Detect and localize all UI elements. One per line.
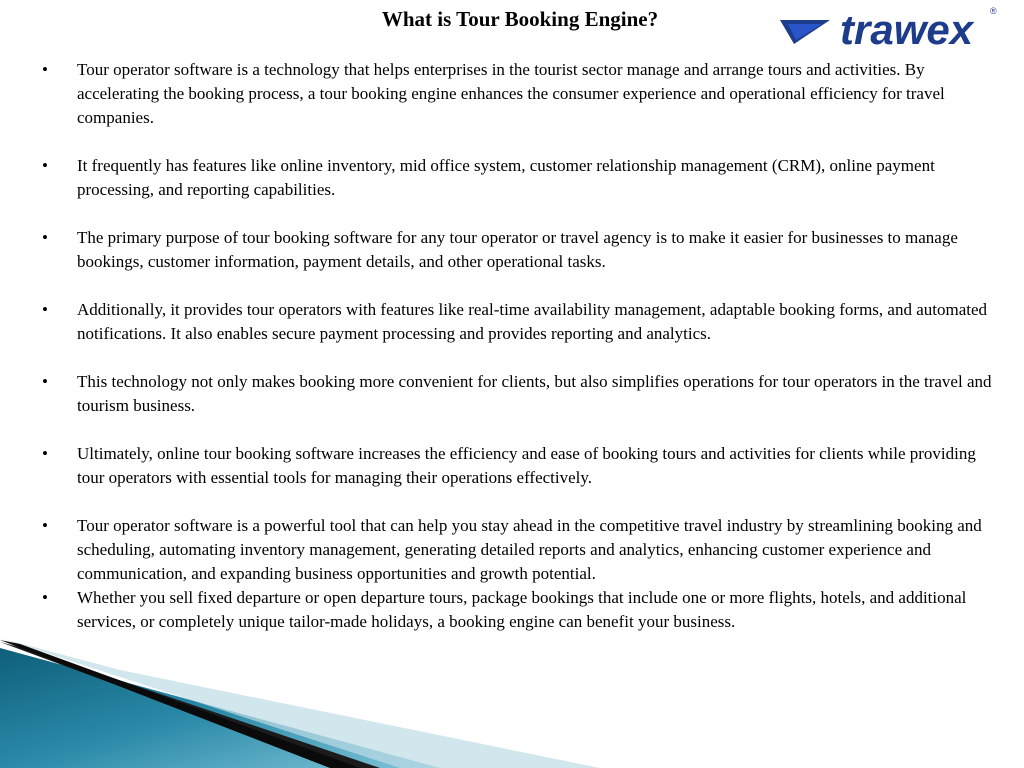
bullet-dot: • [42, 444, 48, 463]
logo-wordmark: trawex [840, 6, 974, 52]
bullet-text: It frequently has features like online inventory, mid office system, customer relationship management (CRM), online payment processing, and reporting capabilities. [77, 156, 935, 199]
bullet-item [0, 442, 1024, 490]
bullet-item [0, 154, 1024, 202]
bullet-dot: • [42, 156, 48, 175]
bullet-dot: • [42, 588, 48, 607]
bullet-text: The primary purpose of tour booking software for any tour operator or travel agency is to make it easier for businesses to manage bookings, customer information, payment details, and other operational tasks. [77, 228, 958, 271]
bullet-text: Ultimately, online tour booking software increases the efficiency and ease of booking tours and activities for clients while providing tour operators with essential tools for managing their operations effectively. [77, 444, 976, 487]
slide-title: What is Tour Booking Engine? [381, 7, 659, 31]
bullet-dot: • [42, 372, 48, 391]
bullet-item [0, 370, 1024, 418]
bullet-dot: • [42, 516, 48, 535]
bullet-text: Whether you sell fixed departure or open departure tours, package bookings that include one or more flights, hotels, and additional services, or completely unique tailor-made holidays, a booking engine can benefit your business. [77, 588, 967, 631]
bullet-item [0, 226, 1024, 274]
trawex-logo [778, 4, 1004, 52]
bullet-list [0, 58, 1024, 634]
bullet-item [0, 298, 1024, 346]
bullet-text: Additionally, it provides tour operators with features like real-time availability management, adaptable booking forms, and automated notifications. It also enables secure payment processing and provides reporting and analytics. [77, 300, 988, 343]
bullet-dot: • [42, 228, 48, 247]
bullet-dot: • [42, 300, 48, 319]
bullet-item [0, 58, 1024, 130]
bullet-item [0, 586, 1024, 634]
bullet-text: This technology not only makes booking more convenient for clients, but also simplifies operations for tour operators in the travel and tourism business. [77, 372, 992, 415]
logo-registered-mark: ® [990, 6, 997, 16]
bullet-dot: • [42, 60, 48, 79]
bullet-text: Tour operator software is a powerful tool that can help you stay ahead in the competitive travel industry by streamlining booking and scheduling, automating inventory management, generating detailed reports and analytics, enhancing customer experience and communication, and expanding business opportunities and growth potential. [77, 516, 982, 583]
bullet-text: Tour operator software is a technology that helps enterprises in the tourist sector manage and arrange tours and activities. By accelerating the booking process, a tour booking engine enhances the consumer experience and operational efficiency for travel companies. [77, 60, 945, 127]
bullet-item [0, 514, 1024, 586]
